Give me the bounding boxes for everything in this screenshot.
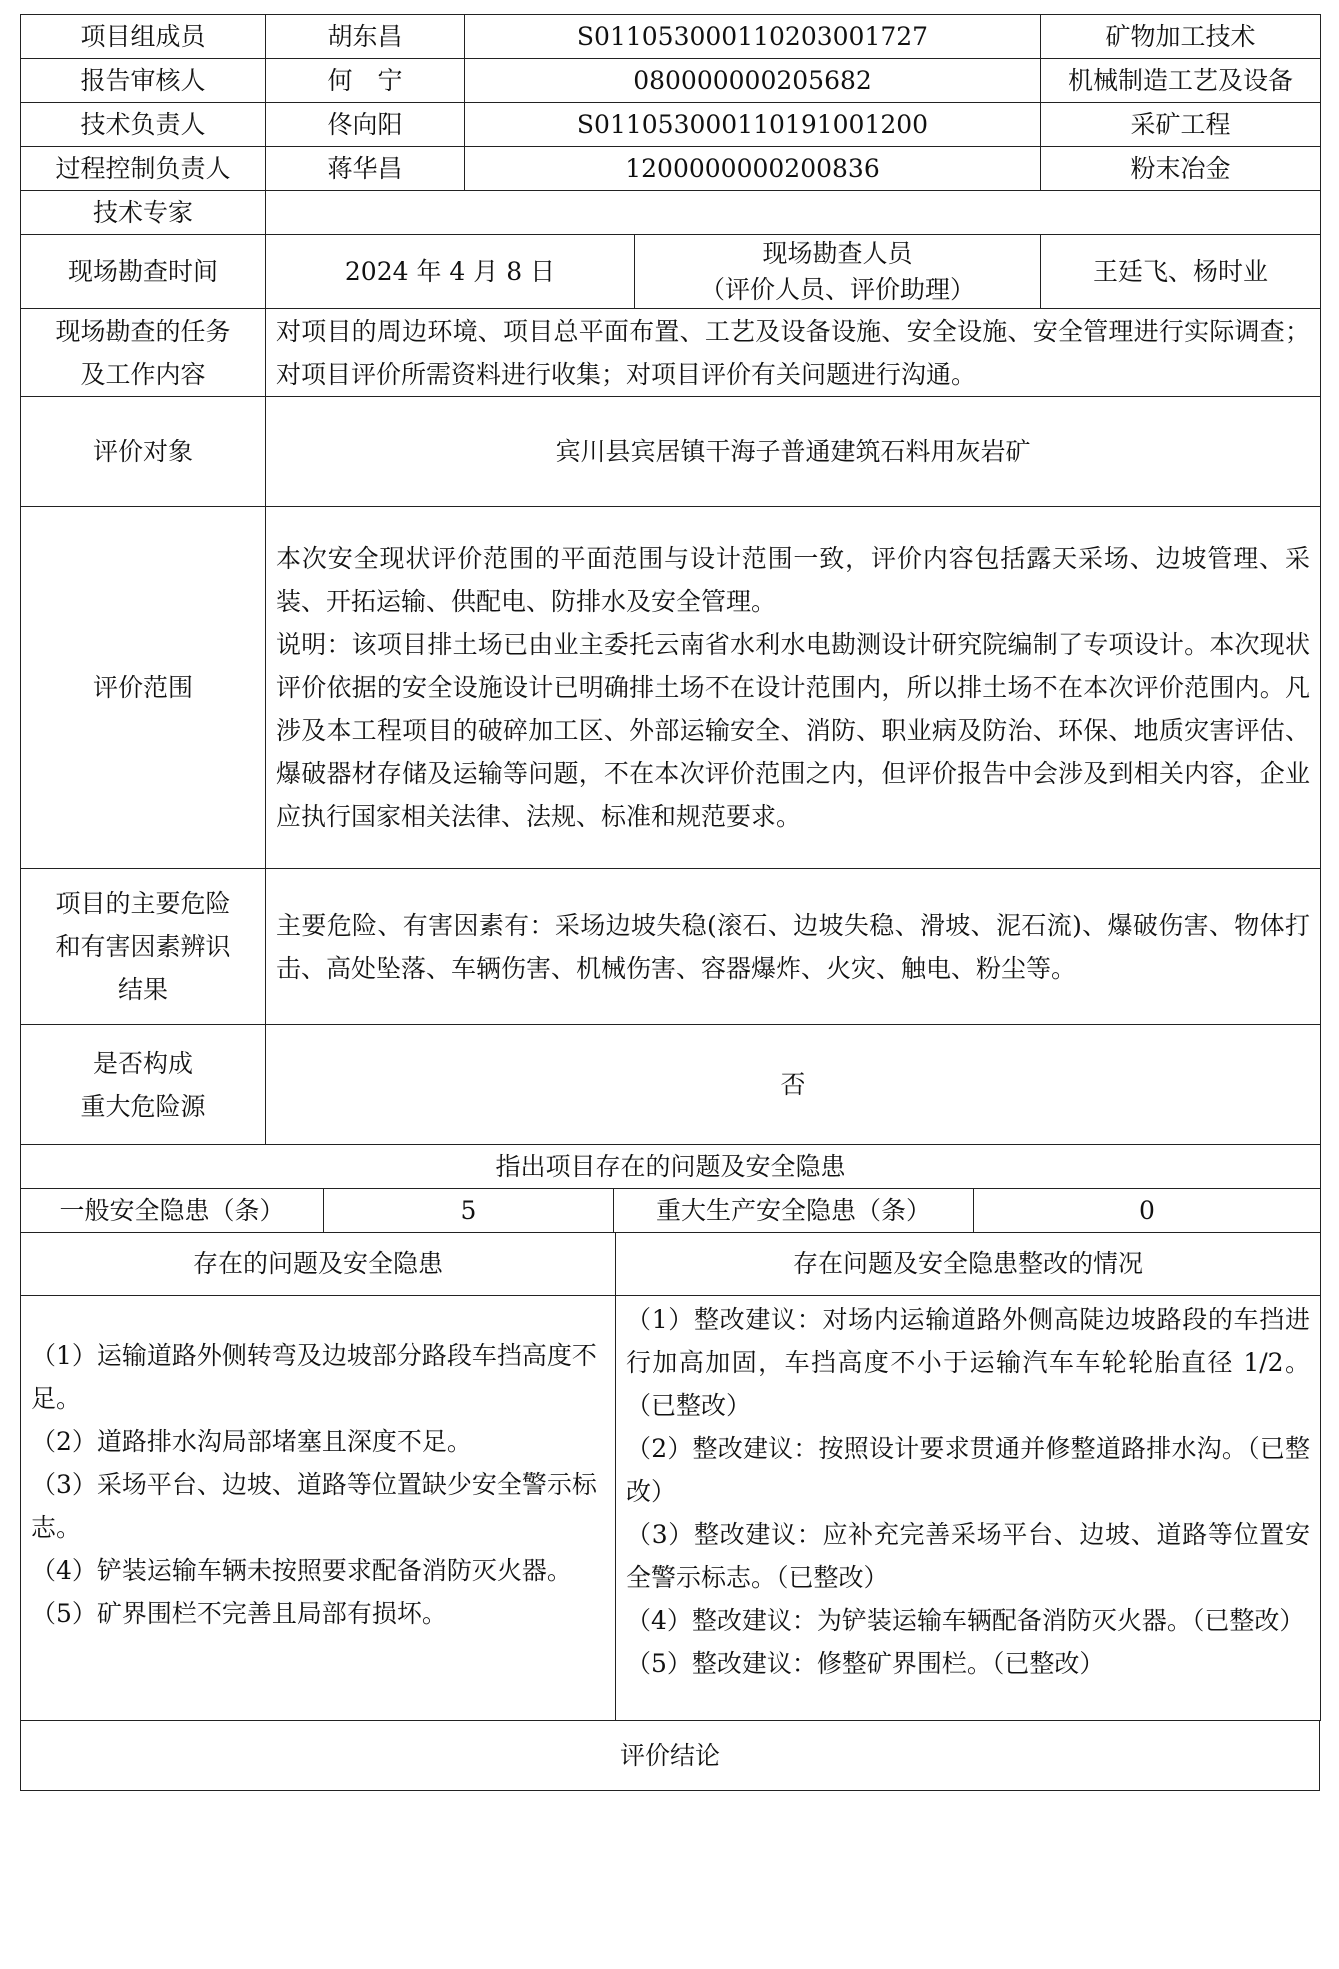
member-row (21, 147, 1321, 191)
tech-expert-label: 技术专家 (21, 191, 266, 235)
task-label: 现场勘查的任务 及工作内容 (21, 309, 266, 397)
member-role: 项目组成员 (21, 15, 266, 59)
issues-table (20, 1233, 1321, 1721)
survey-time-value: 2024 年 4 月 8 日 (266, 235, 635, 309)
member-role: 技术负责人 (21, 103, 266, 147)
member-name: 佟向阳 (266, 103, 465, 147)
member-name: 胡东昌 (266, 15, 465, 59)
member-name: 蒋华昌 (266, 147, 465, 191)
general-hazard-count: 5 (324, 1189, 614, 1233)
member-specialty: 粉末冶金 (1041, 147, 1321, 191)
major-hazard-label: 是否构成 重大危险源 (21, 1025, 266, 1145)
member-id: 1200000000200836 (465, 147, 1041, 191)
object-row (21, 397, 1321, 507)
issues-body-row (21, 1295, 1321, 1720)
counts-table (20, 1189, 1321, 1233)
member-row (21, 103, 1321, 147)
survey-staff-value: 王廷飞、杨时业 (1041, 235, 1321, 309)
general-hazard-label: 一般安全隐患（条） (21, 1189, 324, 1233)
member-row (21, 15, 1321, 59)
hazards-value: 主要危险、有害因素有：采场边坡失稳(滚石、边坡失稳、滑坡、泥石流)、爆破伤害、物体打击、高处坠落、车辆伤害、机械伤害、容器爆炸、火灾、触电、粉尘等。 (266, 869, 1321, 1025)
member-id: 080000000205682 (465, 59, 1041, 103)
member-id: S011053000110191001200 (465, 103, 1041, 147)
issues-header-right: 存在问题及安全隐患整改的情况 (616, 1233, 1321, 1295)
member-specialty: 机械制造工艺及设备 (1041, 59, 1321, 103)
issues-header-left: 存在的问题及安全隐患 (21, 1233, 616, 1295)
member-name: 何 宁 (266, 59, 465, 103)
member-id: S011053000110203001727 (465, 15, 1041, 59)
survey-time-label: 现场勘查时间 (21, 235, 266, 309)
hazards-row (21, 869, 1321, 1025)
issues-title-row (21, 1145, 1321, 1189)
conclusion-table (20, 1721, 1320, 1792)
hazards-label: 项目的主要危险 和有害因素辨识 结果 (21, 869, 266, 1025)
info-table (20, 14, 1321, 1189)
member-role: 报告审核人 (21, 59, 266, 103)
member-role: 过程控制负责人 (21, 147, 266, 191)
survey-staff-label: 现场勘查人员 （评价人员、评价助理） (635, 235, 1041, 309)
member-specialty: 采矿工程 (1041, 103, 1321, 147)
major-hazard-value: 否 (266, 1025, 1321, 1145)
evaluation-form (20, 14, 1320, 1791)
rectification-list: （1）整改建议：对场内运输道路外侧高陡边坡路段的车挡进行加高加固，车挡高度不小于运输汽车车轮轮胎直径 1/2。（已整改） （2）整改建议：按照设计要求贯通并修整道路排水沟。（已整改） （3）整改建议：应补充完善采场平台、边坡、道路等位置安全警示标志。（已整改） （4）整改建议：为铲装运输车辆配备消防灭火器。（已整改） （5）整改建议：修整矿界围栏。（已整改） (616, 1295, 1321, 1720)
member-row (21, 59, 1321, 103)
major-hazard-count-label: 重大生产安全隐患（条） (614, 1189, 974, 1233)
object-value: 宾川县宾居镇干海子普通建筑石料用灰岩矿 (266, 397, 1321, 507)
scope-label: 评价范围 (21, 507, 266, 869)
task-value: 对项目的周边环境、项目总平面布置、工艺及设备设施、安全设施、安全管理进行实际调查；对项目评价所需资料进行收集；对项目评价有关问题进行沟通。 (266, 309, 1321, 397)
member-specialty: 矿物加工技术 (1041, 15, 1321, 59)
conclusion-title: 评价结论 (21, 1721, 1320, 1791)
major-hazard-count: 0 (974, 1189, 1321, 1233)
counts-row (21, 1189, 1321, 1233)
conclusion-row (21, 1721, 1320, 1791)
task-row (21, 309, 1321, 397)
major-hazard-row (21, 1025, 1321, 1145)
object-label: 评价对象 (21, 397, 266, 507)
tech-expert-value (266, 191, 1321, 235)
scope-row (21, 507, 1321, 869)
tech-expert-row (21, 191, 1321, 235)
survey-row (21, 235, 1321, 309)
issues-list: （1）运输道路外侧转弯及边坡部分路段车挡高度不足。 （2）道路排水沟局部堵塞且深度不足。 （3）采场平台、边坡、道路等位置缺少安全警示标志。 （4）铲装运输车辆未按照要求配备消防灭火器。 （5）矿界围栏不完善且局部有损坏。 (21, 1295, 616, 1720)
issues-header-row (21, 1233, 1321, 1295)
scope-value: 本次安全现状评价范围的平面范围与设计范围一致，评价内容包括露天采场、边坡管理、采装、开拓运输、供配电、防排水及安全管理。 说明：该项目排土场已由业主委托云南省水利水电勘测设计研究院编制了专项设计。本次现状评价依据的安全设施设计已明确排土场不在设计范围内，所以排土场不在本次评价范围内。凡涉及本工程项目的破碎加工区、外部运输安全、消防、职业病及防治、环保、地质灾害评估、爆破器材存储及运输等问题，不在本次评价范围之内，但评价报告中会涉及到相关内容，企业应执行国家相关法律、法规、标准和规范要求。 (266, 507, 1321, 869)
issues-title: 指出项目存在的问题及安全隐患 (21, 1145, 1321, 1189)
